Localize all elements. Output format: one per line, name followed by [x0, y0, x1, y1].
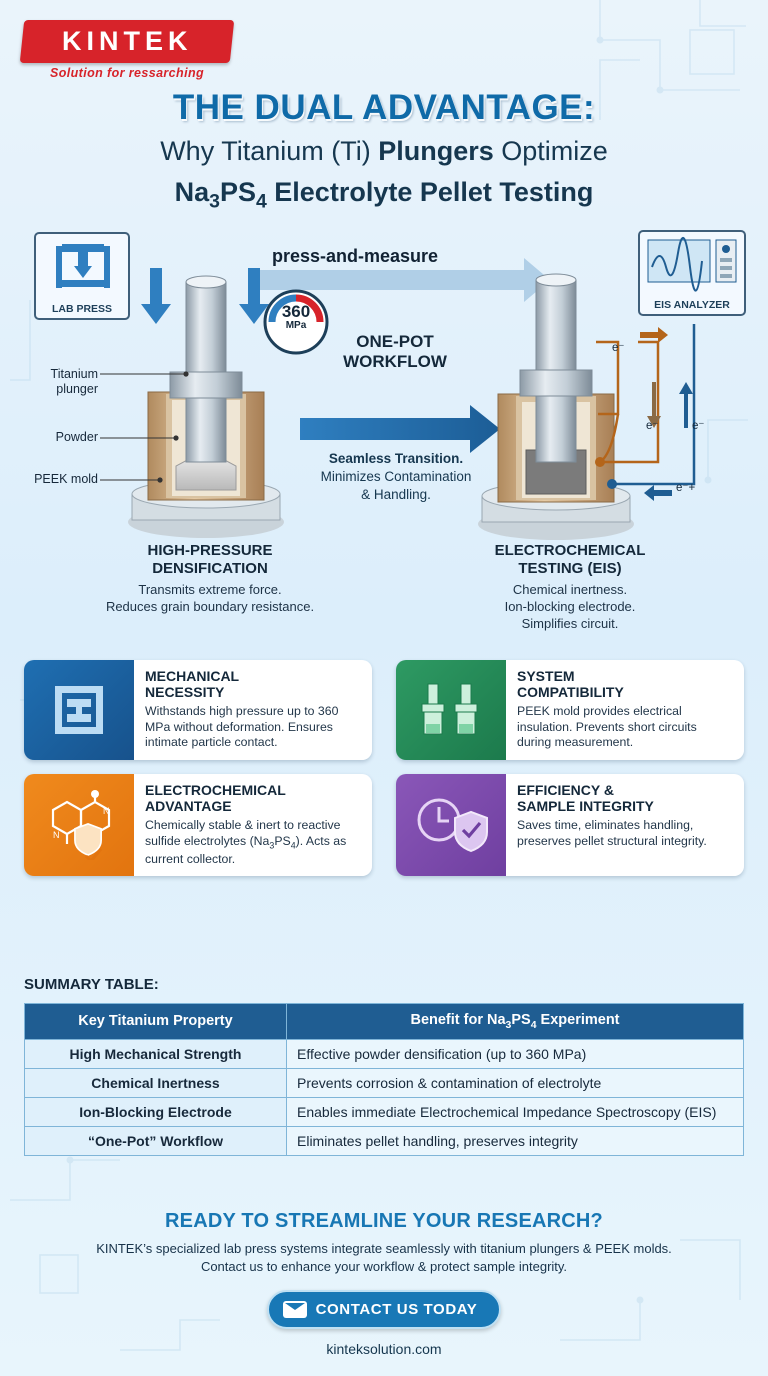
card3-formula-mid: PS	[274, 833, 291, 848]
card2-title1: SYSTEM	[517, 668, 575, 684]
seamless-line2: Minimizes Contamination	[320, 469, 472, 485]
header2-sub2: 4	[530, 1019, 537, 1031]
contact-us-button[interactable]	[267, 1290, 502, 1329]
card3-formula-pre: (Na	[249, 833, 270, 848]
row1-benefit: Effective powder densification (up to 360 MPa)	[287, 1039, 744, 1068]
table-row	[25, 1126, 744, 1155]
card4-title2: SAMPLE INTEGRITY	[517, 798, 654, 815]
table-row	[25, 1068, 744, 1097]
gauge-value: 360	[281, 302, 311, 321]
card-efficiency-sample-integrity[interactable]	[396, 774, 744, 876]
svg-text:N: N	[103, 806, 110, 817]
card1-text: Withstands high pressure up to 360 MPa without deformation. Ensures intimate particle contact.	[145, 703, 339, 750]
summary-table	[24, 1003, 744, 1156]
seamless-transition-note	[282, 450, 510, 505]
row3-benefit: Enables immediate Electrochemical Impedance Spectroscopy (EIS)	[287, 1097, 744, 1126]
title-line-2	[0, 135, 768, 169]
electron-label-2: e⁻	[646, 420, 659, 432]
row3-key: Ion-Blocking Electrode	[25, 1097, 287, 1126]
row4-key: “One-Pot” Workflow	[25, 1126, 287, 1155]
card2-text: PEEK mold provides electrical insulation. Prevents short circuits during measurement.	[517, 703, 697, 750]
pressure-gauge	[268, 302, 324, 331]
table-row	[25, 1039, 744, 1068]
electron-label-4: e⁻+	[676, 482, 696, 494]
brand-name-band	[20, 20, 235, 63]
seamless-line3: & Handling.	[361, 487, 431, 503]
brand-logo	[22, 20, 232, 80]
table-header-property: Key Titanium Property	[25, 1004, 287, 1040]
title-sub3: 3	[209, 190, 220, 213]
right-stage-caption	[420, 542, 720, 633]
one-pot-workflow-label	[330, 332, 460, 371]
card1-title1: MECHANICAL	[145, 668, 240, 684]
table-header-row	[25, 1004, 744, 1040]
table-row	[25, 1097, 744, 1126]
header2-sub1: 3	[505, 1019, 512, 1031]
card3-text	[145, 818, 362, 867]
card-system-compatibility[interactable]	[396, 660, 744, 760]
eis-analyzer-label: EIS ANALYZER	[654, 299, 730, 311]
row4-benefit: Eliminates pellet handling, preserves integrity	[287, 1126, 744, 1155]
title-line-3	[0, 176, 768, 214]
benefit-cards	[24, 660, 744, 890]
brand-name: KINTEK	[61, 26, 193, 56]
card4-text: Saves time, eliminates handling, preserves pellet structural integrity.	[517, 818, 707, 848]
process-diagram	[0, 222, 768, 652]
title-line-2b: Plungers	[378, 136, 494, 166]
cta-body-line2: Contact us to enhance your workflow & protect sample integrity.	[200, 1259, 568, 1275]
card3-formula-sub1: 3	[269, 840, 275, 851]
right-caption-title1: ELECTROCHEMICAL	[494, 542, 646, 559]
envelope-icon	[283, 1301, 307, 1318]
left-caption-title1: HIGH-PRESSURE	[147, 542, 273, 559]
lab-press-box	[34, 232, 130, 320]
cta-body	[0, 1240, 768, 1276]
cta-body-line1: KINTEK’s specialized lab press systems integrate seamlessly with titanium plungers & PEEK molds.	[96, 1241, 672, 1256]
summary-table-label: SUMMARY TABLE:	[24, 976, 159, 993]
title-sub4: 4	[255, 190, 267, 213]
one-pot-line1: ONE-POT	[356, 332, 434, 351]
molecule-shield-icon	[24, 774, 134, 876]
header2-post: Experiment	[536, 1012, 620, 1028]
left-caption-title2: DENSIFICATION	[152, 560, 268, 577]
brand-tagline: Solution for ressarching	[49, 66, 205, 80]
clock-shield-icon	[396, 774, 506, 876]
card4-title1: EFFICIENCY &	[517, 782, 614, 799]
gauge-unit: MPa	[285, 320, 307, 331]
eis-analyzer-icon	[640, 235, 744, 295]
two-plungers-icon	[396, 660, 506, 760]
right-caption-body3: Simplifies circuit.	[521, 615, 619, 631]
right-caption-body2: Ion-blocking electrode.	[504, 598, 636, 614]
card2-title2: COMPATIBILITY	[517, 683, 624, 700]
electron-label-1: e⁻	[612, 342, 625, 354]
lab-press-label: LAB PRESS	[51, 303, 113, 315]
header2-mid: PS	[511, 1012, 531, 1028]
card3-formula-post: ).	[295, 833, 304, 848]
left-stage-caption	[60, 542, 360, 616]
press-icon	[24, 660, 134, 760]
table-header-benefit	[287, 1004, 744, 1040]
row2-benefit: Prevents corrosion & contamination of electrolyte	[287, 1068, 744, 1097]
website-url[interactable]: kinteksolution.com	[326, 1341, 442, 1358]
left-caption-body1: Transmits extreme force.	[138, 582, 282, 597]
card3-title2: ADVANTAGE	[145, 798, 232, 815]
title-rest: Electrolyte Pellet Testing	[266, 176, 594, 207]
card-electrochemical-advantage[interactable]	[24, 774, 372, 876]
cta-headline: READY TO STREAMLINE YOUR RESEARCH?	[165, 1210, 603, 1232]
title-line-2a: Why Titanium (Ti)	[160, 136, 379, 166]
title-na: Na	[174, 176, 210, 207]
header2-pre: Benefit for Na	[410, 1012, 506, 1028]
card1-title2: NECESSITY	[145, 683, 225, 700]
title-line-2c: Optimize	[493, 136, 608, 166]
right-caption-title2: TESTING (EIS)	[518, 560, 622, 577]
page-title	[0, 88, 768, 213]
row1-key: High Mechanical Strength	[25, 1039, 287, 1068]
callout-titanium-plunger	[18, 367, 98, 397]
cta-section	[0, 1210, 768, 1357]
card3-title1: ELECTROCHEMICAL	[145, 782, 286, 799]
card3-text-line1: Chemically stable & inert to	[145, 818, 294, 833]
svg-text:N: N	[53, 830, 60, 841]
callout-powder: Powder	[55, 430, 98, 444]
seamless-bold: Seamless Transition.	[328, 451, 464, 466]
card-mechanical-necessity[interactable]	[24, 660, 372, 760]
one-pot-line2: WORKFLOW	[343, 351, 447, 371]
card3-formula-sub2: 4	[290, 840, 296, 851]
title-ps: PS	[219, 176, 256, 207]
lab-press-icon	[36, 236, 130, 298]
card3-text-line2: reactive sulfide electrolytes	[145, 818, 341, 848]
electron-label-3: e⁻	[692, 420, 705, 432]
callout-peek-mold: PEEK mold	[34, 472, 98, 486]
callout-ti-line1: Titanium	[50, 367, 98, 381]
right-caption-body1: Chemical inertness.	[512, 582, 628, 597]
title-line-1: THE DUAL ADVANTAGE:	[172, 88, 596, 127]
eis-analyzer-box	[638, 230, 746, 316]
row2-key: Chemical Inertness	[25, 1068, 287, 1097]
contact-us-button-label: CONTACT US TODAY	[315, 1301, 478, 1319]
left-caption-body2: Reduces grain boundary resistance.	[105, 598, 315, 614]
press-and-measure-label: press-and-measure	[272, 246, 439, 266]
card3-text-line4: Acts as current collector.	[145, 833, 347, 866]
callout-ti-line2: plunger	[56, 382, 98, 396]
